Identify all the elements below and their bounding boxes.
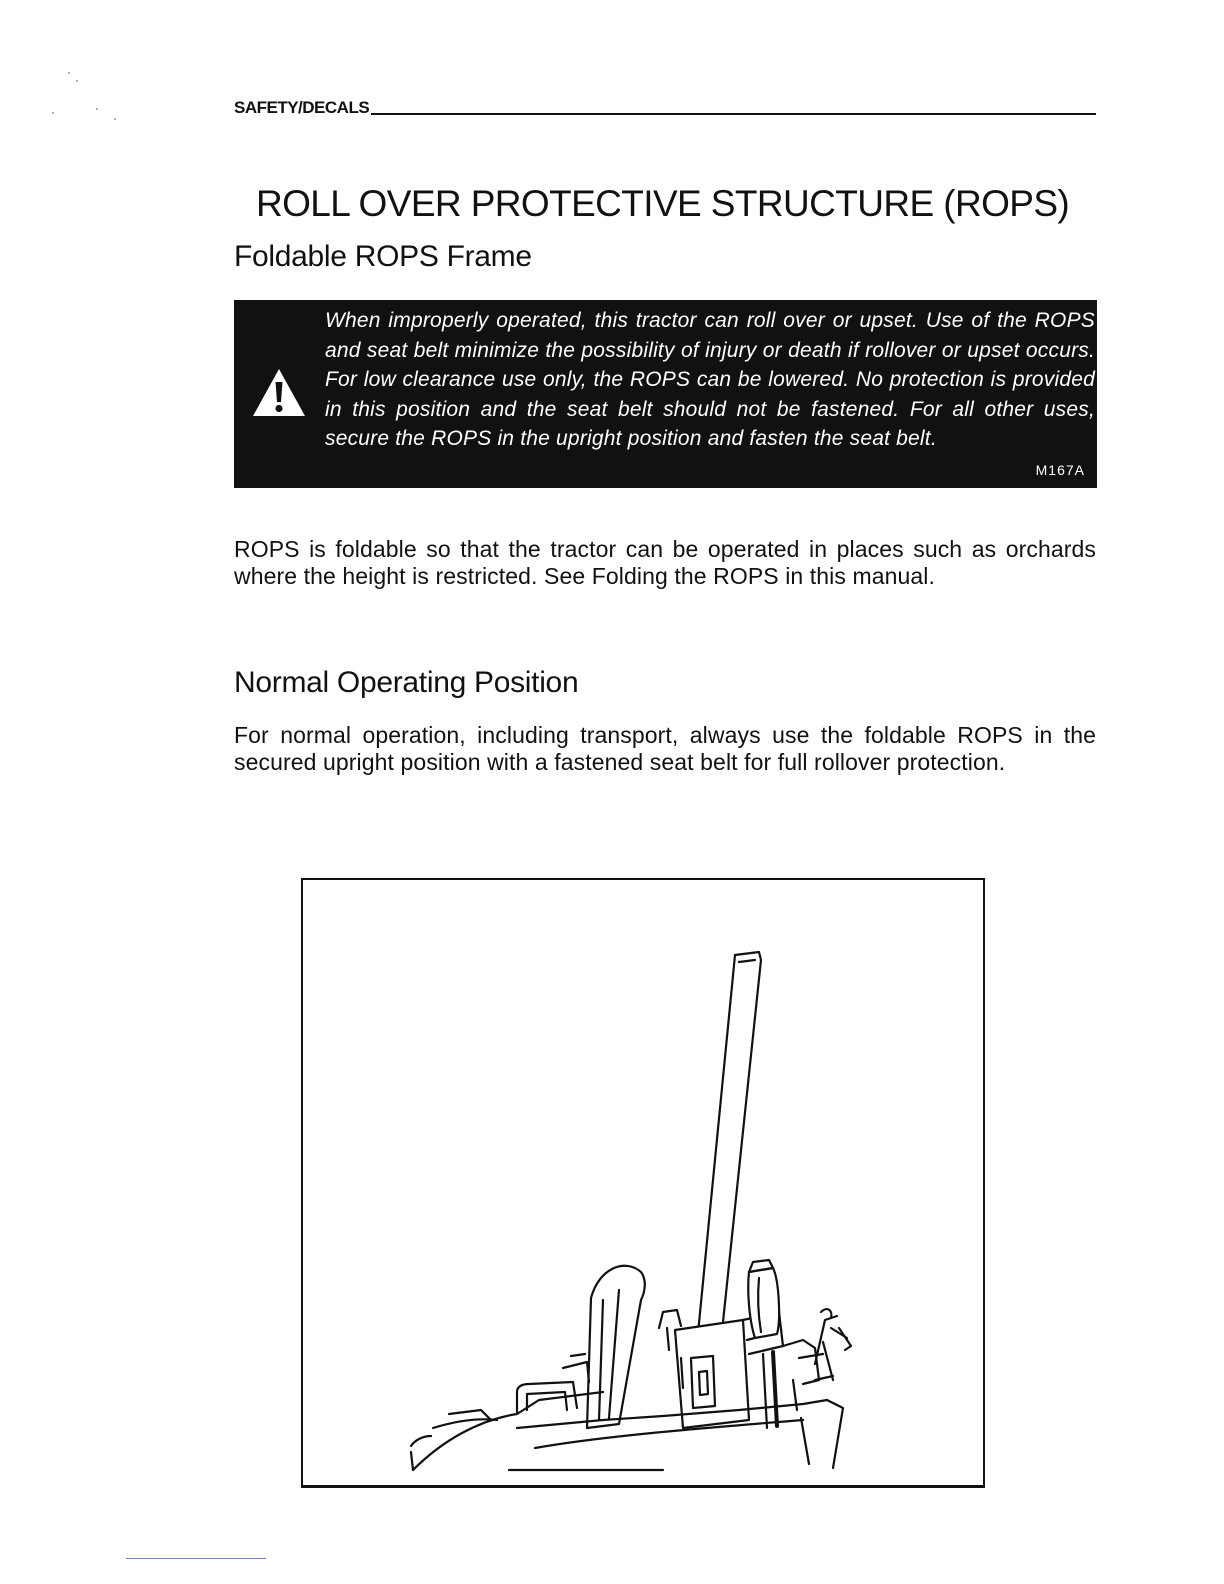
normal-operation-paragraph: For normal operation, including transport, always use the foldable ROPS in the secured upright position with a fastened seat belt for full rollover protection. [234, 722, 1096, 775]
tractor-rops-drawing [303, 880, 985, 1488]
scan-speck [52, 112, 54, 114]
scan-speck [76, 80, 78, 82]
warning-code: M167A [1035, 462, 1085, 478]
subtitle-foldable-rops-frame: Foldable ROPS Frame [234, 240, 532, 273]
intro-paragraph: ROPS is foldable so that the tractor can be operated in places such as orchards where the height is restricted. See Folding the ROPS in this manual. [234, 536, 1096, 589]
footer-rule [126, 1558, 266, 1559]
page-header [234, 98, 1096, 118]
warning-text: When improperly operated, this tractor can roll over or upset. Use of the ROPS and seat belt minimize the possibility of injury or death if rollover or upset occurs. For low clearance use only, the ROPS can be lowered. No protection is provided in this position and the seat belt should not be fastened. For all other uses, secure the ROPS in the upright position and fasten the seat belt. [325, 309, 1095, 450]
scan-speck [68, 72, 70, 74]
page-title: ROLL OVER PROTECTIVE STRUCTURE (ROPS) [256, 183, 1070, 224]
scan-speck [114, 118, 116, 120]
heading-normal-operating-position: Normal Operating Position [234, 666, 579, 699]
scan-speck [96, 108, 98, 110]
header-section-label: SAFETY/DECALS [234, 98, 370, 117]
header-rule [371, 113, 1096, 115]
rops-illustration [301, 878, 985, 1488]
warning-triangle-icon [251, 366, 307, 418]
warning-box [234, 300, 1097, 488]
